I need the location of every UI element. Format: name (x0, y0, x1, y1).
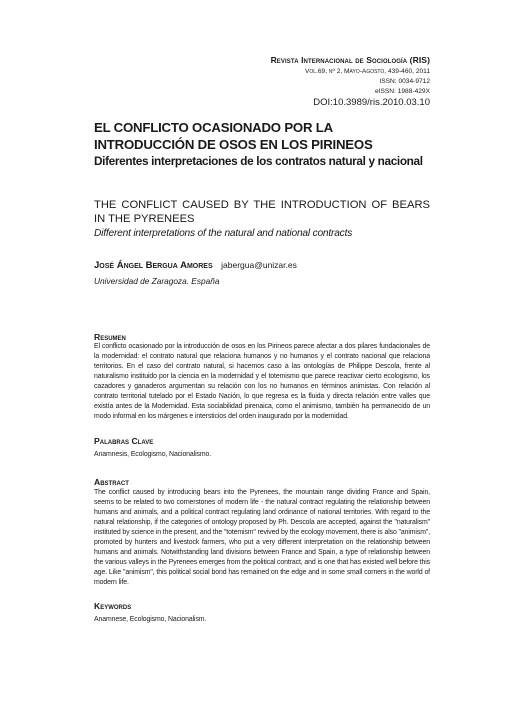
subtitle-spanish: Diferentes interpretaciones de los contratos natural y nacional (94, 154, 423, 168)
abstract-heading: Abstract (94, 477, 129, 487)
resumen-body: El conflicto ocasionado por la introducción de osos en los Pirineos parece afectar a dos pilares fundacionales de la modernidad: el contrato natural que relaciona humanos y no humanos y el contrato nacional que relaciona territorios. En el caso del contrato natural, si hacemos caso a las ontologías de Philippe Descola, frente al naturalismo instituido por la ciencia en la modernidad y el totemismo que parece reactivar cierto ecologismo, los cazadores y ganaderos argumentan su relación con los no humanos en términos animistas. Con relación al contrato territorial tutelado por el Estado Nación, lo que regresa es la fluida y directa relación entre valles que existía antes de la Modernidad. Esta sociabilidad pirenaica, como el animismo, también ha permanecido de un modo informal en los márgenes e intersticios del orden inaugurado por la modernidad. (94, 343, 430, 420)
author-line (94, 260, 430, 271)
keywords-body: Anamnese, Ecologismo, Nacionalism. (94, 616, 207, 623)
doi: DOI:10.3989/ris.2010.03.10 (313, 97, 430, 108)
palabras-clave-body: Anamnesis, Ecologismo, Nacionalismo. (94, 451, 212, 458)
keywords-heading: Keywords (94, 601, 132, 611)
author-affiliation: Universidad de Zaragoza. España (94, 276, 220, 286)
title-spanish: EL CONFLICTO OCASIONADO POR LA INTRODUCCIÓN DE OSOS EN LOS PIRINEOS (94, 120, 373, 152)
volume-info: Vol.69, nº 2, Mayo-Agosto, 439-460, 2011 (304, 68, 430, 75)
issn: ISSN: 0034-9712 (379, 78, 430, 85)
palabras-clave-heading: Palabras Clave (94, 436, 154, 446)
author-email: jabergua@unizar.es (221, 260, 297, 270)
subtitle-english: Different interpretations of the natural and national contracts (94, 228, 353, 239)
journal-name: Revista Internacional de Sociología (RIS) (270, 55, 430, 65)
abstract-body: The conflict caused by introducing bears into the Pyrenees, the mountain range dividing France and Spain, seems to be related to two cornerstones of modern life - the natural contract regulating the relationship between humans and animals, and a political contract regulating land ordinance of national territories. With regard to the natural relationship, if the categories of ontology proposed by Ph. Descola are accepted, against the "naturalism" instituted by science in the present, and the "totemism" revived by the ecology movement, there is also "animism", promoted by hunters and livestock farmers, who put a very different interpretation on the relationship between humans and animals. Notwithstanding land divisions between France and Spain, a type of relationship between the various valleys in the Pyrenees emerges from the political contract, and is one that has existed well before this age. Like "animism", this political social bond has remained on the edge and in some small corners in the world of modern life. (94, 489, 430, 586)
eissn: eISSN: 1988-429X (375, 88, 430, 95)
author-name: José Ángel Bergua Amores (94, 260, 213, 271)
title-english: THE CONFLICT CAUSED BY THE INTRODUCTION OF BEARS IN THE PYRENEES (94, 199, 430, 225)
resumen-heading: Resumen (94, 332, 126, 342)
